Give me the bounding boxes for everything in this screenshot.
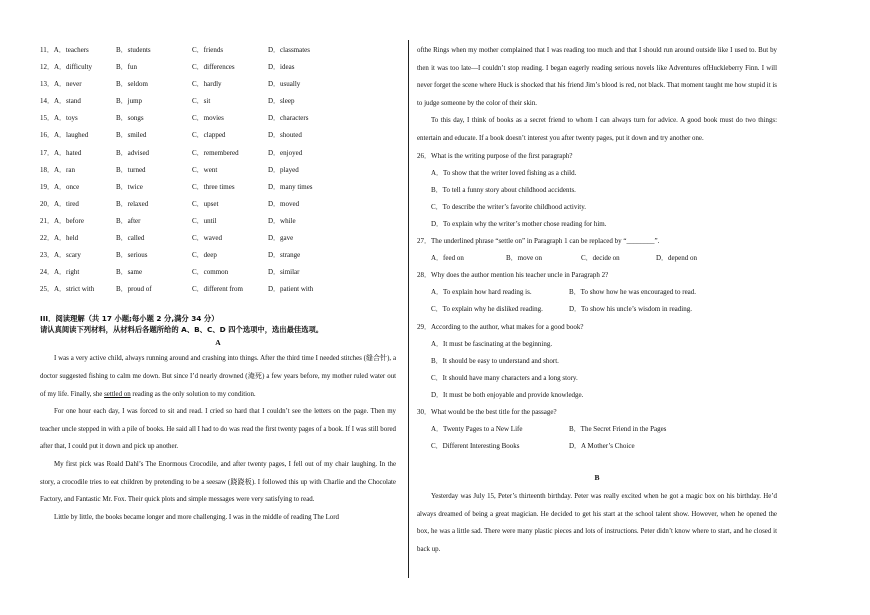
cloze-option-a: A．right <box>54 268 80 277</box>
cloze-option-c: C．three times <box>192 182 235 191</box>
passage-a-paragraph-1 <box>40 350 396 403</box>
cloze-option-b: B．relaxed <box>116 199 149 208</box>
cloze-option-c: C．sit <box>192 97 211 106</box>
question-27: 27．The underlined phrase “settle on” in Paragraph 1 can be replaced by “________”. <box>417 237 660 246</box>
cloze-option-a: A．difficulty <box>54 63 92 72</box>
cloze-option-d: D．sleep <box>268 97 295 106</box>
cloze-number: 15． <box>40 114 54 123</box>
cloze-number-and-a <box>40 127 116 144</box>
q26-option-c: C．To describe the writer’s favorite childhood activity. <box>431 202 587 211</box>
cloze-option-d: D．classmates <box>268 46 310 54</box>
cloze-option-a: A．ran <box>54 165 75 174</box>
cloze-option-d: D．moved <box>268 199 300 208</box>
paragraph-text: reading as the only solution to my condition. <box>130 390 256 398</box>
cloze-number-and-a <box>40 179 116 196</box>
cloze-number-and-a <box>40 213 116 230</box>
passage-a-paragraph-2: For one hour each day, I was forced to sit and read. I cried so hard that I couldn’t see the letters on the page. Then my teacher uncle stepped in with a pile of books. He said all I had to do was read the first twenty pages of a book. If I was still bored after that, I could put it down and pick up another. <box>40 408 396 451</box>
question-26: 26．What is the writing purpose of the first paragraph? <box>417 151 573 160</box>
cloze-row-19 <box>40 179 396 196</box>
cloze-option-d: D．strange <box>268 251 301 260</box>
cloze-row-20 <box>40 196 396 213</box>
q28-option-c: C．To explain why he disliked reading. <box>431 305 543 314</box>
cloze-option-a: A．before <box>54 216 84 225</box>
cloze-option-b: B．jump <box>116 97 143 106</box>
cloze-number-and-a <box>40 110 116 127</box>
cloze-option-d: D．enjoyed <box>268 148 303 157</box>
cloze-option-a: A．hated <box>54 148 82 157</box>
cloze-number-and-a <box>40 59 116 76</box>
cloze-number: 11． <box>40 46 54 54</box>
cloze-option-a: A．strict with <box>54 285 95 294</box>
cloze-option-b: B．same <box>116 268 143 277</box>
cloze-number-and-a <box>40 145 116 162</box>
cloze-number-and-a <box>40 196 116 213</box>
q26-option-d: D．To explain why the writer’s mother chose reading for him. <box>431 219 607 228</box>
q28-option-a: A．To explain how hard reading is. <box>431 288 532 297</box>
cloze-option-c: C．clapped <box>192 131 226 140</box>
cloze-row-23 <box>40 247 396 264</box>
cloze-row-11 <box>40 42 396 59</box>
cloze-option-c: C．deep <box>192 251 217 260</box>
cloze-option-c: C．waved <box>192 234 222 243</box>
cloze-option-d: D．many times <box>268 182 313 191</box>
cloze-number-and-a <box>40 76 116 93</box>
cloze-option-c: C．friends <box>192 46 224 54</box>
cloze-option-a: A．stand <box>54 97 81 106</box>
question-30: 30．What would be the best title for the passage? <box>417 407 557 416</box>
cloze-row-18 <box>40 162 396 179</box>
column-divider <box>408 40 409 578</box>
cloze-option-b: B．serious <box>116 251 148 260</box>
q26-option-a: A．To show that the writer loved fishing as a child. <box>431 168 577 177</box>
cloze-number-and-a <box>40 247 116 264</box>
question-28: 28．Why does the author mention his teacher uncle in Paragraph 2? <box>417 271 609 280</box>
cloze-number: 18． <box>40 165 54 174</box>
cloze-row-17 <box>40 145 396 162</box>
section-title: III．阅读理解（共 17 小题;每小题 2 分,满分 34 分） <box>40 314 219 324</box>
cloze-row-21 <box>40 213 396 230</box>
q27-option-a: A．feed on <box>431 254 464 263</box>
cloze-number-and-a <box>40 264 116 281</box>
cloze-option-b: B．called <box>116 234 145 243</box>
cloze-number: 12． <box>40 63 54 72</box>
cloze-number-and-a <box>40 162 116 179</box>
cloze-number: 17． <box>40 148 54 157</box>
cloze-option-c: C．until <box>192 216 217 225</box>
q28-option-d: D．To show his uncle’s wisdom in reading. <box>569 305 692 314</box>
cloze-option-a: A．held <box>54 234 79 243</box>
cloze-option-d: D．shouted <box>268 131 302 140</box>
cloze-option-a: A．once <box>54 182 80 191</box>
cloze-row-16 <box>40 127 396 144</box>
q30-options-cd <box>417 438 777 455</box>
cloze-row-12 <box>40 59 396 76</box>
cloze-option-d: D．similar <box>268 268 300 277</box>
cloze-option-a: A．scary <box>54 251 81 260</box>
passage-b-label: B <box>594 473 600 483</box>
cloze-number-and-a <box>40 230 116 247</box>
cloze-number: 13． <box>40 80 54 89</box>
cloze-option-d: D．ideas <box>268 63 295 72</box>
cloze-row-22 <box>40 230 396 247</box>
q29-option-a: A．It must be fascinating at the beginning. <box>431 339 553 348</box>
cloze-option-d: D．gave <box>268 234 294 243</box>
passage-a-paragraph-3: My first pick was Roald Dahl’s The Enormous Crocodile, and after twenty pages, I fell out of my chair laughing. In the story, a crocodile tries to eat children by pretending to be a seesaw (跷跷板). I followed this up with Charlie and the Chocolate Factory, and Fantastic Mr. Fox. Their quick plots and simple messages were very satisfying to read. <box>40 460 396 504</box>
cloze-option-c: C．differences <box>192 63 235 72</box>
cloze-option-b: B．proud of <box>116 285 152 294</box>
cloze-option-a: A．teachers <box>53 46 89 54</box>
q28-options-ab <box>417 284 777 301</box>
cloze-option-d: D．patient with <box>268 285 314 294</box>
passage-b-paragraph-1: Yesterday was July 15, Peter’s thirteenth birthday. Peter was really excited when he got a magic box on his birthday. He’d always dreamed of being a great magician. He decided to get his start at the school talent show. However, when he opened the box, he was a little sad. There were many plastic pieces and lots of instructions. Peter didn’t know where to start, and he closed it back up. <box>417 493 777 554</box>
cloze-number: 22． <box>40 234 54 243</box>
left-column <box>40 42 396 526</box>
cloze-number: 23． <box>40 251 54 260</box>
cloze-number: 25． <box>40 285 54 294</box>
q30-option-b: B．The Secret Friend in the Pages <box>569 425 667 434</box>
q30-options-ab <box>417 421 777 438</box>
cloze-row-14 <box>40 93 396 110</box>
right-column <box>417 42 777 559</box>
underlined-phrase: settled on <box>104 390 131 398</box>
passage-a-paragraph-5: To this day, I think of books as a secret friend to whom I can always turn for advice. A good book must do two things: entertain and educate. If a book doesn’t interest you after twenty pages, put it down and try another one. <box>417 117 777 142</box>
section-instruction: 请认真阅读下列材料，从材料后各题所给的 A、B、C、D 四个选项中，选出最佳选项。 <box>40 325 324 335</box>
q29-option-c: C．It should have many characters and a long story. <box>431 373 578 382</box>
q27-option-b: B．move on <box>506 254 542 263</box>
q28-option-b: B．To show how he was encouraged to read. <box>569 288 697 297</box>
cloze-number: 16． <box>40 131 54 140</box>
cloze-option-c: C．hardly <box>192 80 222 89</box>
q30-option-c: C．Different Interesting Books <box>431 442 520 451</box>
cloze-number: 20． <box>40 199 54 208</box>
cloze-number: 21． <box>40 216 54 225</box>
q27-options <box>417 250 777 267</box>
cloze-option-b: B．advised <box>116 148 150 157</box>
q27-option-d: D．depend on <box>656 254 698 263</box>
q30-option-d: D．A Mother’s Choice <box>569 442 635 451</box>
cloze-number-and-a <box>40 93 116 110</box>
q26-option-b: B．To tell a funny story about childhood accidents. <box>431 185 576 194</box>
cloze-option-b: B．fun <box>116 63 137 72</box>
cloze-row-13 <box>40 76 396 93</box>
cloze-number-and-a <box>40 42 116 59</box>
cloze-option-b: B．students <box>116 46 151 54</box>
q28-options-cd <box>417 301 777 318</box>
cloze-option-c: C．different from <box>192 285 243 294</box>
cloze-option-a: A．toys <box>54 114 78 123</box>
q29-option-d: D．It must be both enjoyable and provide knowledge. <box>431 390 584 399</box>
cloze-option-b: B．twice <box>116 182 143 191</box>
cloze-option-c: C．movies <box>192 114 224 123</box>
cloze-option-a: A．tired <box>54 199 79 208</box>
cloze-number: 19． <box>40 182 54 191</box>
q29-option-b: B．It should be easy to understand and short. <box>431 356 559 365</box>
cloze-row-15 <box>40 110 396 127</box>
cloze-option-a: A．laughed <box>54 131 89 140</box>
cloze-number: 14． <box>40 97 54 106</box>
cloze-option-b: B．smiled <box>116 131 147 140</box>
passage-a-paragraph-4: Little by little, the books became longer and more challenging. I was in the middle of reading The Lord <box>54 513 339 521</box>
cloze-option-c: C．went <box>192 165 218 174</box>
cloze-option-d: D．usually <box>268 80 301 89</box>
cloze-option-d: D．characters <box>268 114 309 123</box>
cloze-option-c: C．remembered <box>192 148 239 157</box>
cloze-number-and-a <box>40 281 116 298</box>
section-heading <box>40 313 396 335</box>
cloze-option-d: D．played <box>268 165 299 174</box>
cloze-number: 24． <box>40 268 54 277</box>
cloze-option-c: C．upset <box>192 199 219 208</box>
paragraph-text: I was a very active child, always running around and crashing into things. After the third time I needed stitches (缝合针), a doctor suggested fishing to calm me down. But since I’d nearly drowned (淹死) a few years before, my mother ruled water out of my life. Finally, she <box>40 355 396 398</box>
passage-a-label: A <box>215 338 221 348</box>
cloze-option-b: B．turned <box>116 165 146 174</box>
cloze-option-c: C．common <box>192 268 229 277</box>
cloze-option-b: B．seldom <box>116 80 148 89</box>
cloze-option-d: D．while <box>268 216 296 225</box>
cloze-row-25 <box>40 281 396 298</box>
q30-option-a: A．Twenty Pages to a New Life <box>431 425 523 434</box>
question-29: 29．According to the author, what makes for a good book? <box>417 322 584 331</box>
cloze-options-list <box>40 42 396 298</box>
passage-a-paragraph-4-continued: ofthe Rings when my mother complained that I was reading too much and that I should run around outside like I used to. But by then it was too late—I couldn’t stop reading. I began eagerly reading serious novels like Adventures ofHuckleberry Finn. I will never forget the scene where Huck is shocked that his friend Jim’s blood is red, not black. That moment taught me how stupid it is to judge someone by the color of their skin. <box>417 47 777 107</box>
q27-option-c: C．decide on <box>581 254 620 263</box>
cloze-option-a: A．never <box>54 80 82 89</box>
cloze-option-b: B．songs <box>116 114 144 123</box>
cloze-row-24 <box>40 264 396 281</box>
cloze-option-b: B．after <box>116 216 141 225</box>
